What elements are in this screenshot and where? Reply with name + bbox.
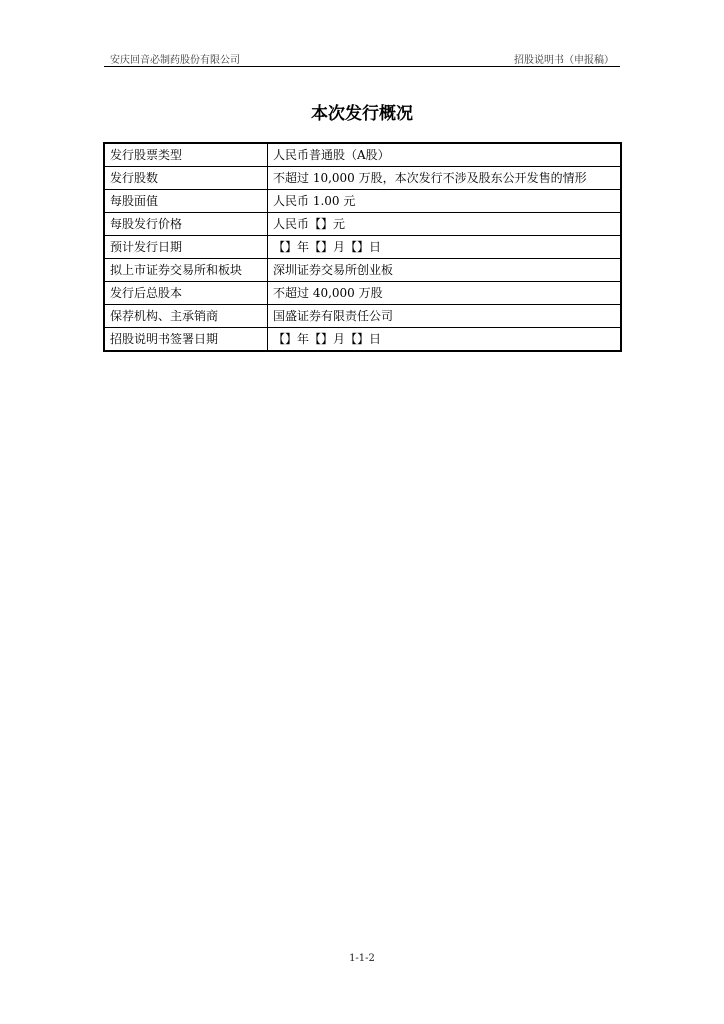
table-row	[104, 282, 621, 305]
table-row	[104, 236, 621, 259]
offering-overview-table	[103, 142, 622, 352]
row-value: 【】年【】月【】日	[268, 328, 622, 352]
row-label: 每股面值	[104, 190, 268, 213]
table-row	[104, 167, 621, 190]
row-value: 人民币【】元	[268, 213, 622, 236]
row-label: 发行股票类型	[104, 143, 268, 167]
row-label: 每股发行价格	[104, 213, 268, 236]
row-value: 深圳证券交易所创业板	[268, 259, 622, 282]
table-row	[104, 190, 621, 213]
company-name: 安庆回音必制药股份有限公司	[110, 55, 240, 66]
row-label: 招股说明书签署日期	[104, 328, 268, 352]
page-title: 本次发行概况	[311, 104, 413, 124]
row-value: 【】年【】月【】日	[268, 236, 622, 259]
table-row	[104, 259, 621, 282]
row-value: 国盛证券有限责任公司	[268, 305, 622, 328]
row-label: 发行后总股本	[104, 282, 268, 305]
row-value: 不超过 40,000 万股	[268, 282, 622, 305]
row-value: 人民币 1.00 元	[268, 190, 622, 213]
document-type: 招股说明书（申报稿）	[514, 55, 614, 66]
page-number: 1-1-2	[349, 953, 375, 964]
row-value: 不超过 10,000 万股，本次发行不涉及股东公开发售的情形	[268, 167, 622, 190]
row-label: 预计发行日期	[104, 236, 268, 259]
table-row	[104, 213, 621, 236]
row-value: 人民币普通股（A股）	[268, 143, 622, 167]
table-row	[104, 143, 621, 167]
table-row	[104, 328, 621, 352]
page-header	[104, 48, 620, 67]
row-label: 保荐机构、主承销商	[104, 305, 268, 328]
table-row	[104, 305, 621, 328]
row-label: 发行股数	[104, 167, 268, 190]
row-label: 拟上市证券交易所和板块	[104, 259, 268, 282]
